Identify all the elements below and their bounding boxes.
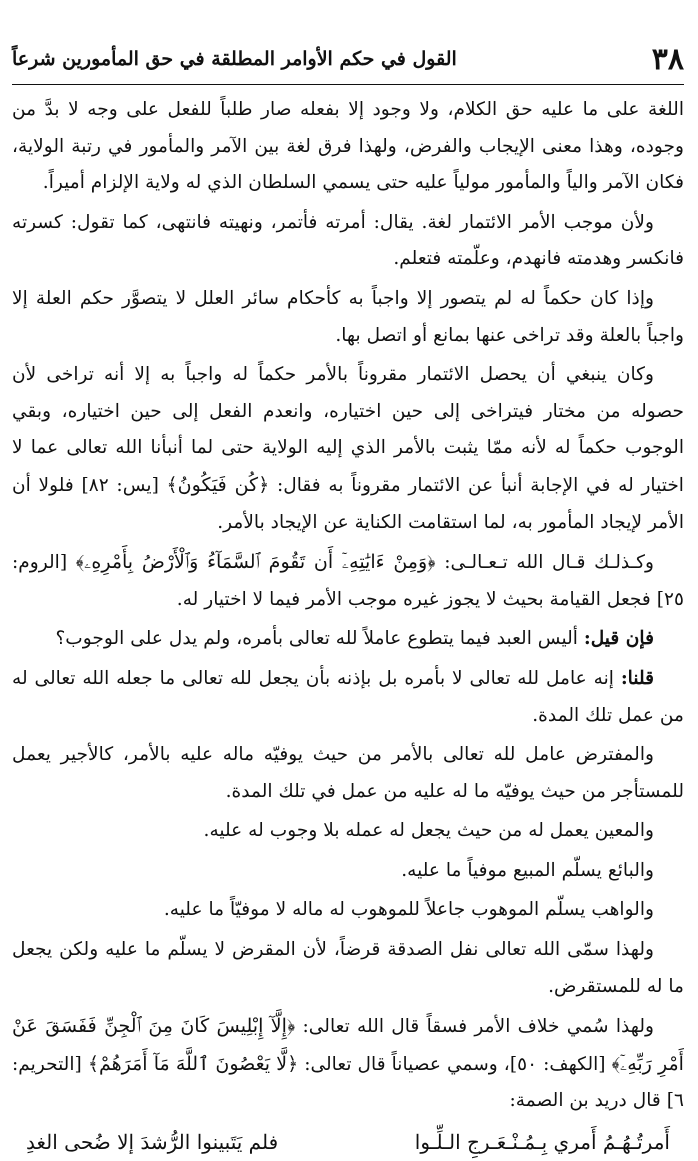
- quran-verse: ﴿إِلَّآ إِبْلِيسَ كَانَ مِنَ ٱلْجِنِّ فَفَسَقَ عَنْ أَمْرِ رَبِّهِۦٓ﴾: [12, 1015, 684, 1075]
- poem-verse: [12, 1124, 684, 1161]
- verse-reference: [التحريم: ٦]: [12, 1053, 684, 1112]
- paragraph: والواهب يسلّم الموهوب جاعلاً للموهوب له ماله لا موفيّاً ما عليه.: [163, 899, 654, 921]
- quran-verse: ﴿وَمِنْ ءَايَٰتِهِۦٓ أَن تَقُومَ ٱلسَّمَآءُ وَٱلْأَرْضُ بِأَمْرِهِۦ﴾: [75, 551, 436, 574]
- page-header: [12, 36, 684, 82]
- paragraph: وإذا كان حكماً له لم يتصور إلا واجباً به كأحكام سائر العلل لا يتصوَّر حكم العلة إلا واجباً بالعلة وقد تراخى عنها بمانع أو اتصل بها.: [12, 287, 684, 346]
- verse-reference: [الكهف: ٥٠]: [509, 1053, 606, 1075]
- page-body: [12, 92, 684, 1161]
- verse-reference: [الروم: ٢٥]: [12, 552, 684, 610]
- verse-reference: [يس: ٨٢]: [81, 474, 159, 496]
- answer-label: قلنا:: [620, 667, 654, 689]
- paragraph: ولهذا سُمي خلاف الأمر فسقاً قال الله تعالى: ﴿إِلَّآ إِبْلِيسَ كَانَ مِنَ ٱلْجِنِّ فَفَسَقَ عَنْ أَمْرِ رَبِّهِۦٓ﴾ [الكهف: ٥٠]، وسمي عصياناً قال تعالى: ﴿لَّا يَعْصُونَ ٱللَّهَ مَآ أَمَرَهُمْ﴾ [التحريم: ٦] قال دريد بن الصمة:: [12, 1015, 684, 1112]
- paragraph: ولهذا سمّى الله تعالى نفل الصدقة قرضاً، لأن المقرض لا يسلّم ما عليه ولكن يجعل ما له للمستقرض.: [12, 939, 684, 997]
- question-label: فإن قيل:: [583, 628, 654, 650]
- page-number: ٣٨: [651, 41, 684, 77]
- paragraph: ولأن موجب الأمر الائتمار لغة. يقال: أمرته فأتمر، ونهيته فانتهى، كما تقول: كسرته فانكسر وهدمته فانهدم، وعلّمته فتعلم.: [12, 211, 684, 270]
- question-paragraph: فإن قيل: أليس العبد فيما يتطوع عاملاً لله تعالى بأمره، ولم يدل على الوجوب؟: [55, 628, 654, 650]
- answer-paragraph: قلنا: إنه عامل لله تعالى لا بأمره بل بإذنه بأن يجعل لله تعالى ما جعله الله تعالى له من عمل تلك المدة.: [12, 667, 684, 726]
- paragraph: وكان ينبغي أن يحصل الائتمار مقروناً بالأمر حكماً له واجباً به إلا أنه تراخى لأن حصوله من مختار فيتراخى إلى حين اختياره، وانعدم الفعل إلى حين اختياره، وبقي الوجوب حكماً له لأنه ممّا يثبت بالأمر الذي إليه الولاية حتى لما أنبأنا الله تعالى عما لا اختيار له في الإجابة أنبأ عن الائتمار مقروناً به فقال: ﴿كُن فَيَكُونُ﴾ [يس: ٨٢] فلولا أن الأمر لإيجاد المأمور به، لما استقامت الكناية عن الإيجاد بالأمر.: [12, 364, 684, 533]
- quran-verse: ﴿كُن فَيَكُونُ﴾: [166, 473, 270, 496]
- paragraph: والمفترض عامل لله تعالى بالأمر من حيث يوفيّه ماله عليه بالأمر، كالأجير يعمل للمستأجر من حيث يوفيّه ما له عليه من عمل في تلك المدة.: [12, 744, 684, 802]
- paragraph: وكـذلـك قـال الله تـعـالـى: ﴿وَمِنْ ءَايَٰتِهِۦٓ أَن تَقُومَ ٱلسَّمَآءُ وَٱلْأَرْضُ بِأَمْرِهِۦ﴾ [الروم: ٢٥] فجعل القيامة بحيث لا يجوز غيره موجب الأمر فيما لا اختيار له.: [12, 551, 684, 610]
- paragraph: والبائع يسلّم المبيع موفياً ما عليه.: [401, 859, 654, 881]
- poem-first-hemistich: أَمرتُـهُـمُ أَمري بِـمُـنْـعَـرجِ الـلِّـوا: [414, 1130, 670, 1155]
- paragraph: اللغة على ما عليه حق الكلام، ولا وجود إلا بفعله صار طلباً للفعل على وجه لا بدَّ من وجوده، وهذا معنى الإيجاب والفرض، ولهذا فرق لغة بين الآمر والمأمور في رتبة الولاية، فكان الآمر والياً والمأمور مولياً عليه حتى يسمي السلطان الذي له ولاية الإلزام أميراً.: [12, 99, 684, 194]
- quran-verse: ﴿لَّا يَعْصُونَ ٱللَّهَ مَآ أَمَرَهُمْ﴾: [87, 1052, 299, 1075]
- poem-second-hemistich: فلم يَتَبينوا الرُّشدَ إلا ضُحى الغدِ: [26, 1130, 279, 1155]
- paragraph: والمعين يعمل له من حيث يجعل له عمله بلا وجوب له عليه.: [203, 820, 654, 842]
- running-title: القول في حكم الأوامر المطلقة في حق المأمورين شرعاً: [12, 48, 457, 70]
- header-rule: [12, 84, 684, 85]
